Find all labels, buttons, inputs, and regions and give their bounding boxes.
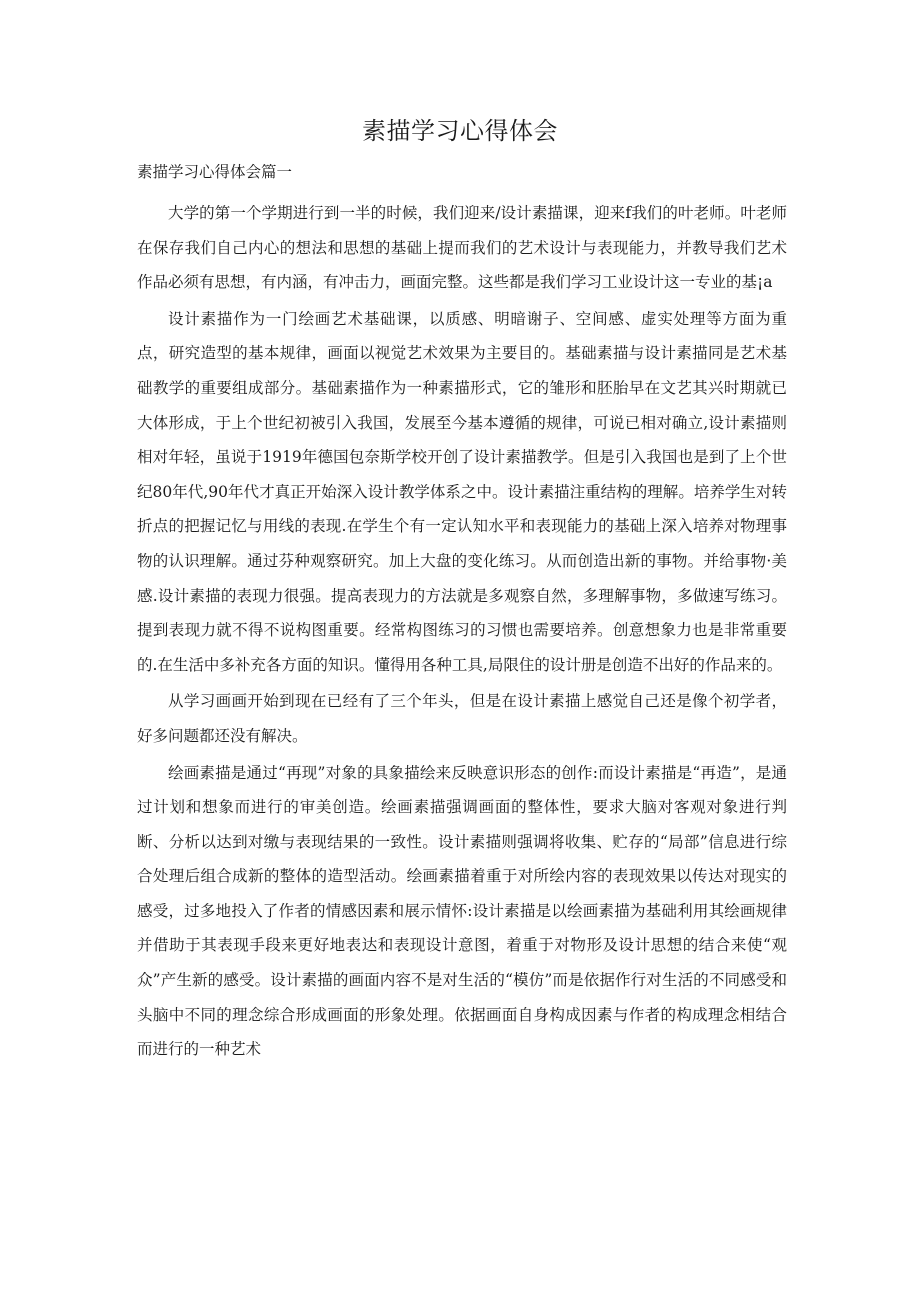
section-heading: 素描学习心得体会篇一	[137, 163, 293, 181]
paragraph-1: 大学的第一个学期进行到一半的时候，我们迎来/设计素描课，迎来f我们的叶老师。叶老师在保存我们自己内心的想法和思想的基础上提而我们的艺术设计与表现能力，并教导我们艺术作品必须有思想，有内涵，有冲击力，画面完整。这些都是我们学习工业设计这一专业的基¡a	[137, 204, 787, 292]
paragraph-2: 设计素描作为一门绘画艺术基础课，以质感、明暗谢子、空间感、虚实处理等方面为重点，研究造型的基本规律，画面以视觉艺术效果为主要目的。基础素描与设计素描同是艺术基础教学的重要组成部分。基础素描作为一种素描形式，它的雏形和胚胎早在文艺其兴时期就已大体形成，于上个世纪初被引入我国，发展至今基本遵循的规律，可说已相对确立,设计素描则相对年轻，虽说于1919年德国包奈斯学校开创了设计素描教学。但是引入我国也是到了上个世纪80年代,90年代才真正开始深入设计教学体系之中。设计素描注重结构的理解。培养学生对转折点的把握记忆与用线的表现.在学生个有一定认知水平和表现能力的基础上深入培养对物理事物的认识理解。通过芬种观察研究。加上大盘的变化练习。从而创造出新的事物。并给事物·美感.设计素描的表现力很强。提高表现力的方法就是多观察自然，多理解事物，多做速写练习。提到表现力就不得不说构图重要。经常构图练习的习惯也需要培养。创意想象力也是非常重要的.在生活中多补充各方面的知识。懂得用各种工具,局限住的设计册是创造不出好的作品来的。	[137, 309, 787, 674]
paragraph-3: 从学习画画开始到现在已经有了三个年头，但是在设计素描上感觉自己还是像个初学者，好多问题都还没有解决。	[137, 692, 787, 745]
document-title: 素描学习心得体会	[362, 117, 558, 145]
paragraph-4: 绘画素描是通过“再现”对象的具象描绘来反映意识形态的创作:而设计素描是“再造”，是通过计划和想象而进行的审美创造。绘画素描强调画面的整体性，要求大脑对客观对象进行判断、分析以达到对缴与表现结果的一致性。设计素描则强调将收集、贮存的“局部”信息进行综合处理后组合成新的整体的造型活动。绘画素描着重于对所绘内容的表现效果以传达对现实的感受，过多地投入了作者的情感因素和展示情怀:设计素描是以绘画素描为基础利用其绘画规律并借助于其表现手段来更好地表达和表现设计意图，着重于对物形及设计思想的结合来使“观众”产生新的感受。设计素描的画面内容不是对生活的“模仿”而是依据作行对生活的不同感受和头脑中不同的理念综合形成画面的形象处理。依据画面自身构成因素与作者的构成理念相结合而进行的一种艺术	[137, 763, 787, 1059]
document-body	[137, 196, 787, 1069]
